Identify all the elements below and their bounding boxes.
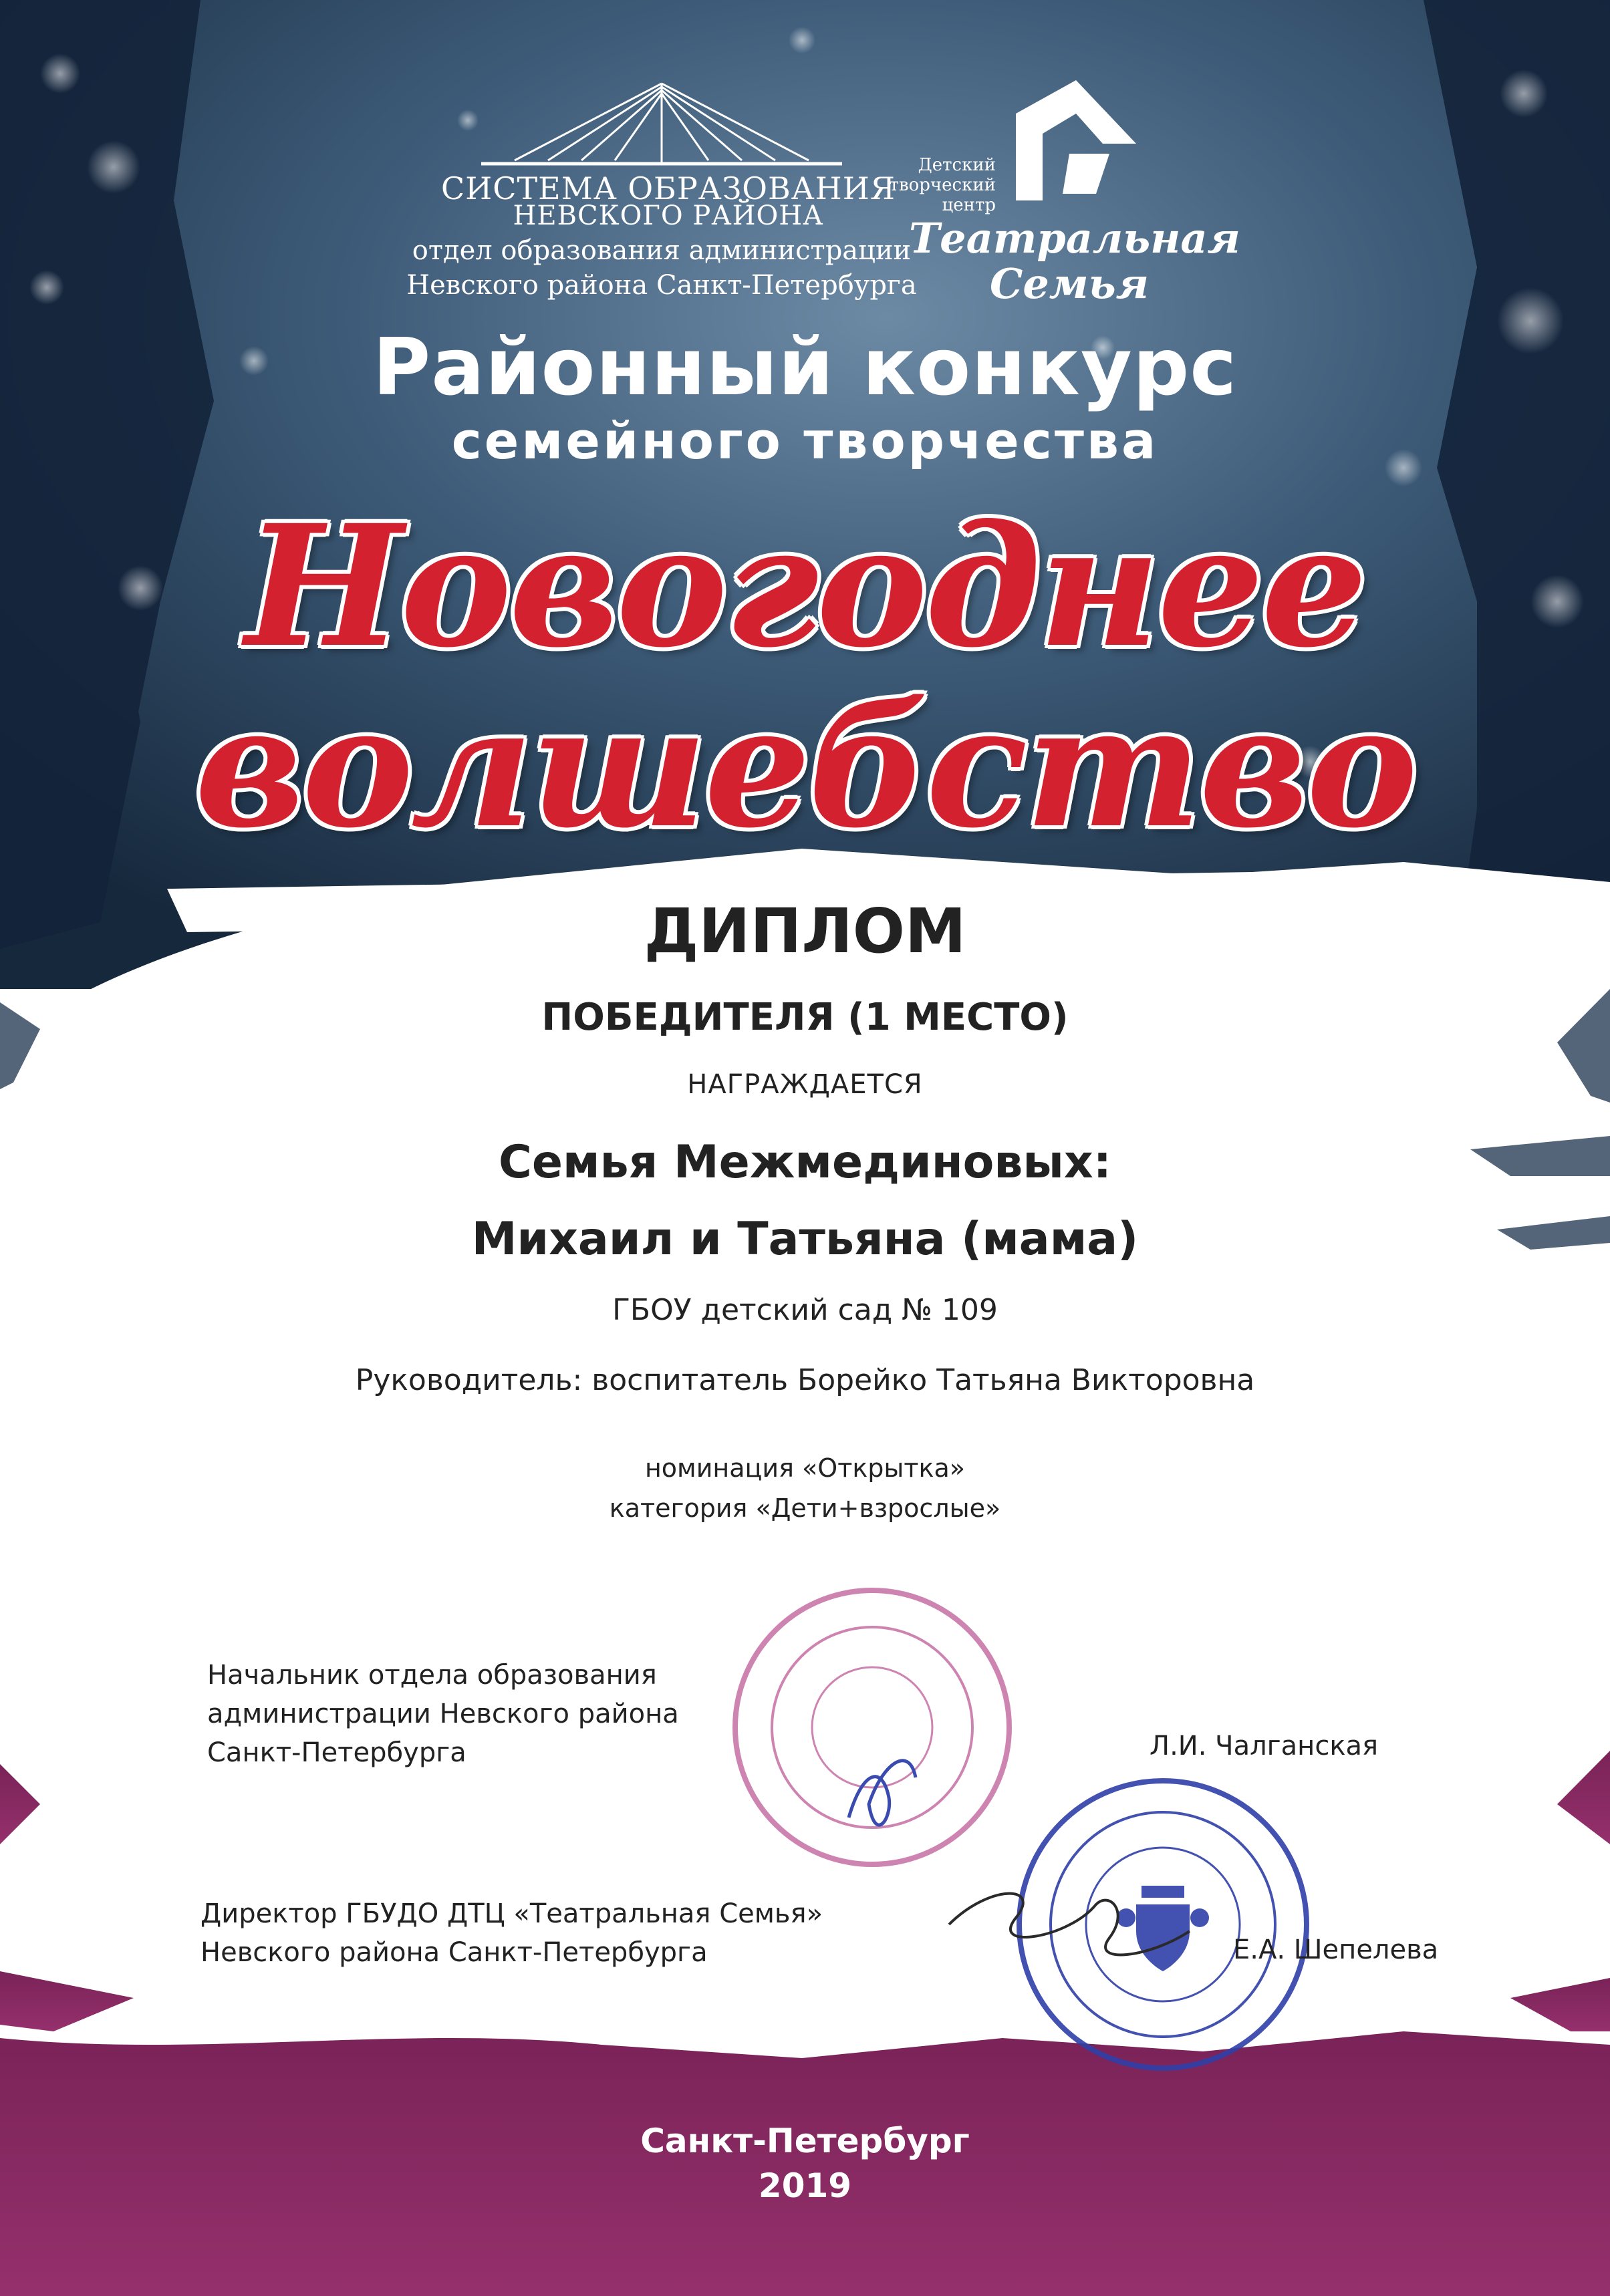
contest-heading: Районный конкурс [372, 321, 1238, 413]
theatre-logo-text-1: Театральная [909, 214, 1240, 263]
dtc-label-1: Детский [918, 155, 996, 175]
second-position-line-2: Невского района Санкт-Петербурга [200, 1937, 708, 1968]
first-signatory-position [207, 1656, 809, 1772]
recipient-line-2: Михаил и Татьяна (мама) [471, 1213, 1139, 1266]
department-line-2: Невского района Санкт-Петербурга [406, 270, 917, 301]
diploma-title: ДИПЛОМ [644, 895, 966, 967]
category: категория «Дети+взрослые» [609, 1493, 1001, 1523]
first-signatory-name: Л.И. Чалганская [1150, 1731, 1379, 1761]
contest-subheading: семейного творчества [451, 411, 1159, 470]
footer-city: Санкт-Петербург [640, 2122, 970, 2160]
contest-title-line-2: волшебство [194, 668, 1416, 865]
first-position-line-1: Начальник отдела образования [207, 1660, 657, 1691]
theatre-logo-text-2: Семья [990, 259, 1149, 308]
first-position-line-2: администрации Невского района [207, 1699, 679, 1729]
winner-place: ПОБЕДИТЕЛЯ (1 МЕСТО) [541, 996, 1069, 1039]
recipient-line-1: Семья Межмединовых: [499, 1136, 1111, 1189]
nevsky-district-title: НЕВСКОГО РАЙОНА [513, 200, 824, 231]
nomination: номинация «Открытка» [644, 1453, 966, 1483]
department-line-1: отдел образования администрации [412, 235, 912, 266]
first-position-line-3: Санкт-Петербурга [207, 1737, 466, 1768]
awarded-label: НАГРАЖДАЕТСЯ [687, 1069, 923, 1100]
second-position-line-1: Директор ГБУДО ДТЦ «Театральная Семья» [200, 1898, 823, 1929]
dtc-label-2: творческий [889, 175, 996, 195]
contest-title-line-1: Новогоднее [245, 488, 1365, 684]
leader: Руководитель: воспитатель Борейко Татьяна Викторовна [355, 1363, 1255, 1397]
footer-year: 2019 [758, 2166, 852, 2205]
institution: ГБОУ детский сад № 109 [612, 1293, 998, 1327]
dtc-label-3: центр [942, 195, 996, 215]
second-signatory-position [200, 1894, 869, 1972]
second-signatory-name: Е.А. Шепелева [1233, 1934, 1439, 1965]
system-education-title: СИСТЕМА ОБРАЗОВАНИЯ [440, 170, 896, 206]
